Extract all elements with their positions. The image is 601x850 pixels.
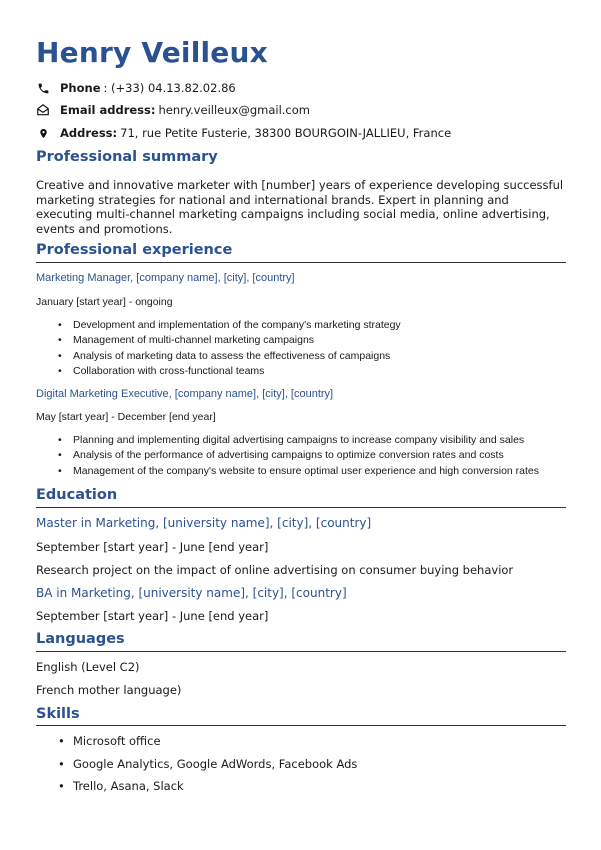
section-divider — [36, 507, 566, 508]
contact-email — [36, 103, 310, 117]
contact-phone — [36, 81, 236, 95]
candidate-name: Henry Veilleux — [36, 36, 268, 69]
job-dates: May [start year] - December [end year] — [36, 411, 216, 423]
phone-icon — [36, 81, 50, 95]
list-item: • Analysis of the performance of advertising campaigns to optimize conversion rates and costs — [58, 448, 539, 463]
summary-heading: Professional summary — [36, 149, 218, 165]
contact-address — [36, 126, 451, 140]
job-duties-list — [58, 318, 401, 379]
job-title: Marketing Manager, [company name], [city], [country] — [36, 272, 295, 284]
phone-value: : (+33) 04.13.82.02.86 — [103, 81, 236, 95]
section-divider — [36, 262, 566, 263]
experience-heading: Professional experience — [36, 242, 233, 258]
job-duties-list — [58, 433, 539, 479]
skill-item: • Google Analytics, Google AdWords, Facebook Ads — [58, 757, 357, 780]
email-label: Email address: — [60, 103, 156, 117]
skills-list — [58, 734, 357, 802]
list-item: • Management of the company's website to ensure optimal user experience and high conversion rates — [58, 464, 539, 479]
job-title: Digital Marketing Executive, [company name], [city], [country] — [36, 388, 334, 400]
section-divider — [36, 651, 566, 652]
languages-heading: Languages — [36, 631, 125, 647]
language-item: French mother language) — [36, 683, 182, 697]
address-value: 71, rue Petite Fusterie, 38300 BOURGOIN-JALLIEU, France — [120, 126, 452, 140]
map-pin-icon — [36, 126, 50, 140]
list-item: • Collaboration with cross-functional teams — [58, 364, 401, 379]
degree-title: BA in Marketing, [university name], [city], [country] — [36, 586, 347, 600]
job-dates: January [start year] - ongoing — [36, 296, 173, 308]
skill-item: • Trello, Asana, Slack — [58, 779, 357, 802]
list-item: • Analysis of marketing data to assess the effectiveness of campaigns — [58, 349, 401, 364]
degree-note: Research project on the impact of online advertising on consumer buying behavior — [36, 563, 514, 577]
skills-heading: Skills — [36, 706, 80, 722]
language-item: English (Level C2) — [36, 660, 140, 674]
degree-title: Master in Marketing, [university name], [city], [country] — [36, 516, 372, 530]
email-value: henry.veilleux@gmail.com — [158, 103, 310, 117]
education-heading: Education — [36, 487, 118, 503]
list-item: • Management of multi-channel marketing campaigns — [58, 333, 401, 348]
address-label: Address: — [60, 126, 118, 140]
degree-dates: September [start year] - June [end year] — [36, 540, 269, 554]
summary-text: Creative and innovative marketer with [number] years of experience developing successful marketing strategies for national and international brands. Expert in planning and executing multi-channel marketing campaigns including social media, online advertising, events and promotions. — [36, 178, 564, 236]
list-item: • Development and implementation of the company's marketing strategy — [58, 318, 401, 333]
phone-label: Phone — [60, 81, 101, 95]
envelope-icon — [36, 103, 50, 117]
skill-item: • Microsoft office — [58, 734, 357, 757]
degree-dates: September [start year] - June [end year] — [36, 609, 269, 623]
section-divider — [36, 725, 566, 726]
list-item: • Planning and implementing digital advertising campaigns to increase company visibility and sales — [58, 433, 539, 448]
